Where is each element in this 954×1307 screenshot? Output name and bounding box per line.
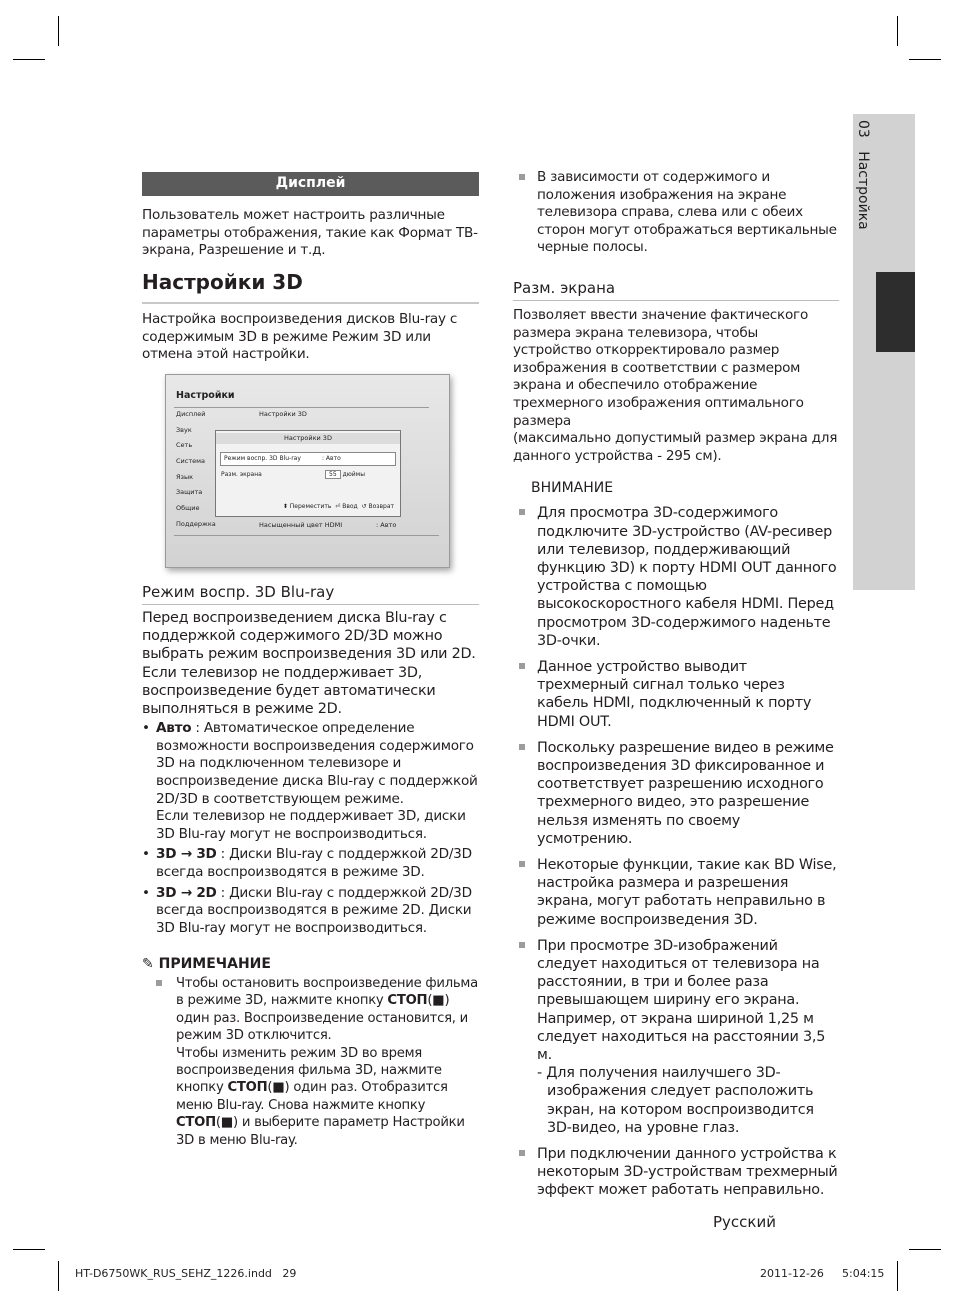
bottom-label: Насыщенный цвет HDMI: [259, 521, 343, 529]
crop-mark: [909, 59, 941, 60]
note-p1-b: (■) один раз. Воспроизведение остановится, и режим 3D отключится.: [176, 993, 468, 1044]
row-value: 55: [325, 470, 341, 479]
dialog-row-mode: [220, 452, 396, 466]
menu-screenshot: [165, 374, 450, 568]
menu-category: Общие: [176, 504, 200, 512]
settings-3d-text: Настройка воспроизведения дисков Blu-ray с содержимым 3D в режиме Режим 3D или отмена этой настройки.: [142, 311, 458, 363]
pencil-icon: ✎: [142, 956, 154, 972]
caution-text: Для просмотра 3D-содержимого подключите 3D-устройство (AV-ресивер или телевизор, поддерживающий функцию 3D) к порту HDMI OUT данного устройства с помощью высокоскоростного кабеля HDMI. Перед просмотром 3D-содержимого наденьте 3D-очки.: [537, 505, 837, 649]
dialog-title: Настройки 3D: [216, 433, 400, 444]
crop-mark: [13, 59, 45, 60]
menu-category: Звук: [176, 426, 192, 434]
mode-heading: Режим воспр. 3D Blu-ray: [142, 583, 335, 601]
note-heading: ПРИМЕЧАНИЕ: [158, 956, 271, 972]
bullet-item: [142, 885, 479, 938]
bullet-dot: •: [142, 720, 150, 737]
square-bullet-icon: [519, 663, 525, 669]
caution-text: При просмотре 3D-изображений следует находиться от телевизора на расстоянии, в три и более раза превышающем ширину его экрана. Например, от экрана шириной 1,25 м следует находиться на расстоянии 3,5 м.: [537, 937, 826, 1063]
bullet-extra: Если телевизор не поддерживает 3D, диски 3D Blu-ray могут не воспроизводиться.: [156, 808, 466, 842]
bullet-term: 3D → 3D: [156, 846, 217, 863]
stop-key: СТОП: [227, 1080, 268, 1096]
bullet-text: : Диски Blu-ray с поддержкой 2D/3D всегда воспроизводятся в режиме 2D. Диски 3D Blu-ray могут не воспроизводиться.: [156, 884, 472, 936]
crop-mark: [909, 1249, 941, 1250]
crop-mark: [13, 1249, 45, 1250]
note-p2-a: Чтобы изменить режим 3D во время воспроизведения фильма 3D, нажмите кнопку: [176, 1045, 442, 1096]
chapter-label: [855, 120, 871, 230]
bullet-term: Авто: [156, 720, 192, 737]
square-bullet-icon: [519, 509, 525, 515]
menu-category: Дисплей: [176, 410, 206, 418]
bullet-text: : Диски Blu-ray с поддержкой 2D/3D всегда воспроизводятся в режиме 3D.: [156, 846, 472, 880]
crop-mark: [897, 16, 898, 46]
divider: [174, 407, 429, 408]
row-value: : Авто: [322, 455, 341, 462]
chapter-side-tab: [853, 114, 915, 590]
crop-mark: [58, 16, 59, 46]
bullet-dot: •: [142, 846, 150, 863]
print-time: 5:04:15: [842, 1267, 885, 1280]
caution-subitem: - Для получения наилучшего 3D-изображения следует расположить экран, на котором воспроизводится 3D-видео, на уровне глаз.: [537, 1065, 814, 1136]
bullet-item: [142, 846, 479, 881]
dialog-row-size: [221, 471, 365, 478]
stop-key: СТОП: [387, 993, 428, 1009]
foot-return: Возврат: [368, 503, 394, 510]
print-date: 2011-12-26: [760, 1267, 824, 1280]
note-p1-a: Чтобы остановить воспроизведение фильма в режиме 3D, нажмите кнопку: [176, 976, 478, 1009]
display-text: Пользователь может настроить различные параметры отображения, такие как Формат ТВ-экрана, Разрешение и т.д.: [142, 207, 478, 259]
title-rule: [142, 302, 479, 304]
top-bullet-text: В зависимости от содержимого и положения изображения на экране телевизора справа, слева или с обеих сторон могут отображаться вертикальные черные полосы.: [537, 169, 837, 256]
square-bullet-icon: [519, 1150, 525, 1156]
bottom-value: : Авто: [376, 521, 397, 529]
caution-text: Некоторые функции, такие как BD Wise, настройка размера и разрешения экрана, могут работать неправильно в режиме воспроизведения 3D.: [537, 856, 837, 928]
chapter-marker: [876, 272, 915, 352]
bullet-dot: •: [142, 884, 150, 901]
file-name: HT-D6750WK_RUS_SEHZ_1226.indd 29: [75, 1267, 297, 1280]
top-bullet: [513, 169, 839, 257]
caution-item: [513, 658, 839, 731]
divider: [174, 535, 439, 536]
menu-category: Сеть: [176, 441, 193, 449]
note-section: [142, 956, 479, 1149]
bullet-term: 3D → 2D: [156, 884, 217, 901]
foot-move: Переместить: [289, 503, 332, 510]
square-bullet-icon: [156, 980, 162, 986]
heading-rule: [513, 300, 839, 301]
enter-icon: ⏎: [335, 503, 341, 510]
mode-section: [142, 583, 479, 937]
menu-category: Система: [176, 457, 206, 465]
bullet-item: [142, 720, 479, 843]
updown-icon: ⬍: [282, 503, 288, 510]
caution-text: Данное устройство выводит трехмерный сигнал только через кабель HDMI, подключенный к порту HDMI OUT.: [537, 658, 812, 730]
caution-item: [513, 504, 839, 650]
square-bullet-icon: [519, 744, 525, 750]
square-bullet-icon: [519, 942, 525, 948]
chapter-title: Настройка: [855, 151, 871, 230]
display-heading: Дисплей: [142, 172, 479, 196]
note-heading-row: [142, 956, 479, 972]
settings-3d-title: Настройки 3D: [142, 270, 303, 294]
note-p2-b: (■) один раз. Отобразится меню Blu-ray. Снова нажмите кнопку: [176, 1080, 448, 1113]
screen-heading: Разм. экрана: [513, 278, 616, 297]
screenshot-title: Настройки: [176, 390, 235, 401]
caution-item: [513, 739, 839, 848]
menu-subheader: Настройки 3D: [259, 410, 307, 418]
mode-text: Перед воспроизведением диска Blu-ray с поддержкой содержимого 2D/3D можно выбрать режим воспроизведения 3D или 2D. Если телевизор не поддерживает 3D, воспроизведение будет автоматически выполняться в режиме 2D.: [142, 610, 476, 718]
stop-key: СТОП: [176, 1115, 216, 1131]
return-icon: ↺: [361, 503, 367, 510]
caution-item: [513, 1145, 839, 1200]
caution-item: [513, 937, 839, 1137]
right-column: [513, 169, 839, 1200]
bullet-text: : Автоматическое определение возможности воспроизведения содержимого 3D на подключенном телевизоре и воспроизведение диска Blu-ray с поддержкой 2D/3D в соответствующем режиме.: [156, 720, 478, 807]
menu-category: Язык: [176, 473, 194, 481]
square-bullet-icon: [519, 174, 525, 180]
chapter-number: 03: [855, 120, 871, 138]
crop-mark: [897, 1261, 898, 1291]
settings-dialog: [215, 430, 401, 517]
foot-enter: Ввод: [342, 503, 358, 510]
dialog-footer: [216, 503, 394, 510]
menu-category: Защита: [176, 488, 203, 496]
caution-text: Поскольку разрешение видео в режиме воспроизведения 3D фиксированное и соответствует разрешению исходного трехмерного видео, это разрешение нельзя изменять по своему усмотрению.: [537, 739, 834, 847]
caution-heading: ВНИМАНИЕ: [531, 480, 614, 497]
note-p2-c: (■) и выберите параметр Настройки 3D в меню Blu-ray.: [176, 1115, 465, 1148]
caution-item: [513, 856, 839, 929]
row-label: Разм. экрана: [221, 471, 262, 478]
screen-text: Позволяет ввести значение фактического размера экрана телевизора, чтобы устройство откорректировало размер изображения в соответствии с размером экрана и обеспечило отображение трехмерного изображения оптимального размера: [513, 306, 809, 429]
caution-text: При подключении данного устройства к некоторым 3D-устройствам трехмерный эффект может работать неправильно.: [537, 1146, 838, 1199]
crop-mark: [58, 1261, 59, 1291]
menu-category: Поддержка: [176, 520, 216, 528]
note-item: [142, 975, 479, 1149]
row-label: Режим воспр. 3D Blu-ray: [224, 455, 301, 462]
row-unit: дюймы: [342, 471, 365, 478]
heading-rule: [142, 604, 479, 605]
screen-text-2: (максимально допустимый размер экрана для данного устройства - 295 см).: [513, 430, 838, 464]
square-bullet-icon: [519, 861, 525, 867]
language-label: Русский: [713, 1213, 776, 1231]
